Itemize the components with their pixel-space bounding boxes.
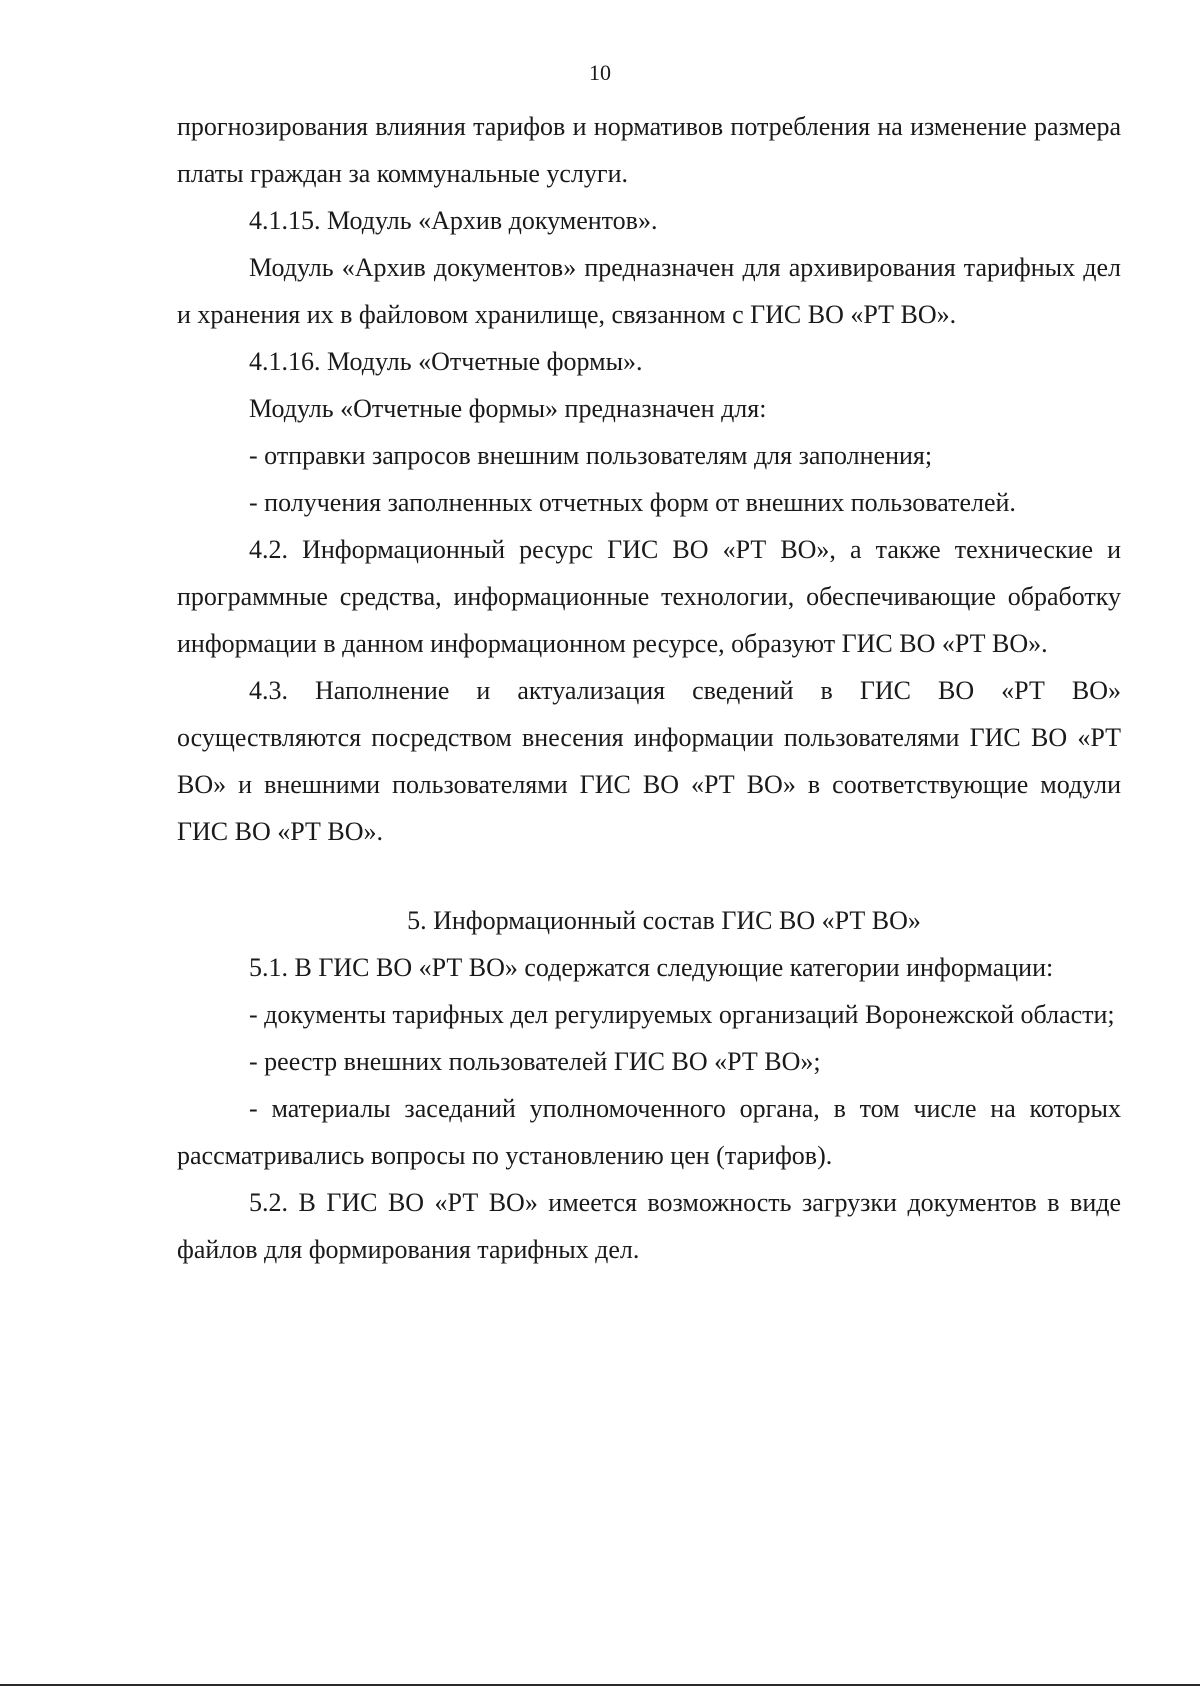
subsection-4-1-15-title: 4.1.15. Модуль «Архив документов». [249, 206, 658, 235]
paragraph-report-forms-intro: Модуль «Отчетные формы» предназначен для: [249, 394, 767, 423]
list-item-receive-forms: - получения заполненных отчетных форм от внешних пользователей. [249, 488, 1016, 517]
section-5-heading: 5. Информационный состав ГИС ВО «РТ ВО» [407, 906, 921, 935]
list-item-meeting-materials: - материалы заседаний уполномоченного органа, в том числе на которых рассматривались вопросы по установлению цен (тарифов). [177, 1094, 1121, 1170]
subsection-4-1-16-title: 4.1.16. Модуль «Отчетные формы». [249, 347, 643, 376]
paragraph-5-1: 5.1. В ГИС ВО «РТ ВО» содержатся следующие категории информации: [249, 953, 1054, 982]
paragraph-5-2: 5.2. В ГИС ВО «РТ ВО» имеется возможность загрузки документов в виде файлов для формирования тарифных дел. [177, 1188, 1121, 1264]
paragraph-4-2: 4.2. Информационный ресурс ГИС ВО «РТ ВО», а также технические и программные средства, информационные технологии, обеспечивающие обработку информации в данном информационном ресурсе, образуют ГИС ВО «РТ ВО». [177, 535, 1121, 658]
document-body [177, 103, 1121, 1273]
paragraph-4-3: 4.3. Наполнение и актуализация сведений в ГИС ВО «РТ ВО» осуществляются посредством внесения информации пользователями ГИС ВО «РТ ВО» и внешними пользователями ГИС ВО «РТ ВО» в соответствующие модули ГИС ВО «РТ ВО». [177, 676, 1121, 846]
paragraph-archive-module: Модуль «Архив документов» предназначен для архивирования тарифных дел и хранения их в файловом хранилище, связанном с ГИС ВО «РТ ВО». [177, 253, 1121, 329]
list-item-external-users-registry: - реестр внешних пользователей ГИС ВО «РТ ВО»; [249, 1047, 821, 1076]
bottom-rule [0, 1684, 1200, 1686]
paragraph-continuation: прогнозирования влияния тарифов и нормативов потребления на изменение размера платы граждан за коммунальные услуги. [177, 112, 1121, 188]
list-item-tariff-documents: - документы тарифных дел регулируемых организаций Воронежской области; [249, 1000, 1115, 1029]
list-item-send-requests: - отправки запросов внешним пользователям для заполнения; [249, 441, 933, 470]
page-number: 10 [589, 60, 611, 85]
